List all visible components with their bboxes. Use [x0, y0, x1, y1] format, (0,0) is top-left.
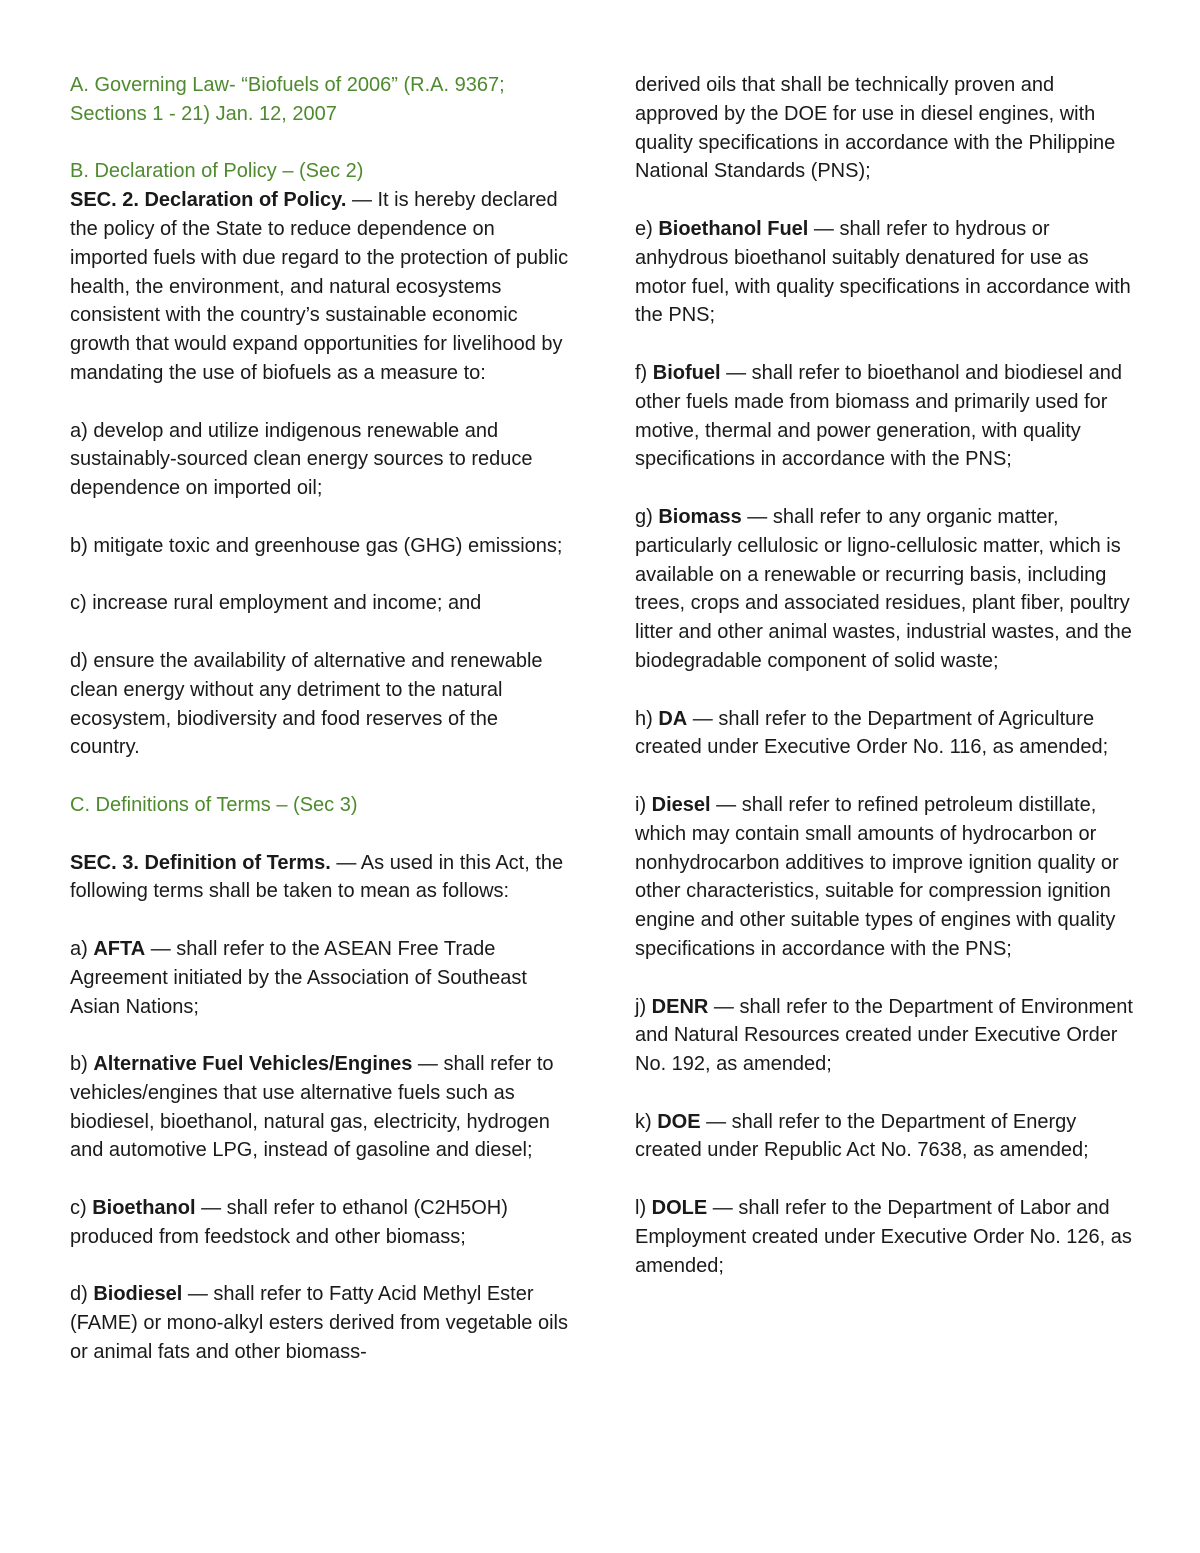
definition-biodiesel-continued: derived oils that shall be technically proven and approved by the DOE for use in diesel engines, with quality specifications in accordance with the Philippine National Standards (PNS);: [635, 74, 1116, 183]
definition-da: [635, 705, 1135, 763]
definition-prefix: j): [635, 995, 652, 1018]
definition-prefix: e): [635, 217, 659, 240]
definition-term: Biomass: [658, 505, 742, 528]
definition-term: Bioethanol: [92, 1197, 196, 1220]
sec3-label: SEC. 3. Definition of Terms.: [70, 851, 331, 874]
definition-text: — shall refer to bioethanol and biodiesel and other fuels made from biomass and primarily used for motive, thermal and power generation, with quality specifications in accordance with the PNS;: [635, 361, 1122, 471]
definition-prefix: i): [635, 793, 652, 816]
heading-declaration-of-policy: B. Declaration of Policy – (Sec 2): [70, 160, 364, 183]
definition-prefix: d): [70, 1283, 94, 1306]
definition-term: Alternative Fuel Vehicles/Engines: [93, 1053, 413, 1076]
definition-text: — shall refer to any organic matter, particularly cellulosic or ligno-cellulosic matter, which is available on a renewable or recurring basis, including trees, crops and associated residues, plant fiber, poultry litter and other animal wastes, industrial wastes, and the biodegradable component of solid waste;: [635, 505, 1132, 672]
definition-biofuel: [635, 359, 1135, 474]
definition-text: — shall refer to hydrous or anhydrous bioethanol suitably denatured for use as motor fuel, with quality specifications in accordance with the PNS;: [635, 217, 1131, 327]
definition-term: AFTA: [93, 937, 146, 960]
definition-term: DOE: [657, 1110, 701, 1133]
policy-item-a: a) develop and utilize indigenous renewable and sustainably-sourced clean energy sources to reduce dependence on imported oil;: [70, 419, 533, 500]
definition-bioethanol-fuel: [635, 215, 1135, 330]
definition-text: — shall refer to the Department of Labor and Employment created under Executive Order No. 126, as amended;: [635, 1197, 1132, 1277]
definition-diesel: [635, 791, 1135, 964]
definition-text: — shall refer to refined petroleum distillate, which may contain small amounts of hydrocarbon or nonhydrocarbon additives to improve ignition quality or other characteristics, suitable for compression ignition engine and other suitable types of engines with quality specifications in accordance with the PNS;: [635, 793, 1119, 960]
policy-item-c: c) increase rural employment and income; and: [70, 592, 482, 615]
definition-bioethanol: [70, 1194, 570, 1252]
heading-definitions: C. Definitions of Terms – (Sec 3): [70, 793, 358, 816]
policy-item-d: d) ensure the availability of alternative and renewable clean energy without any detriment to the natural ecosystem, biodiversity and food reserves of the country.: [70, 649, 543, 759]
sec2-text: — It is hereby declared the policy of the State to reduce dependence on imported fuels with due regard to the protection of public health, the environment, and natural ecosystems consistent with the country’s sustainable economic growth that would expand opportunities for livelihood by mandating the use of biofuels as a measure to:: [70, 189, 569, 384]
definition-term: DA: [658, 707, 688, 730]
definition-text: — shall refer to vehicles/engines that use alternative fuels such as biodiesel, bioethanol, natural gas, electricity, hydrogen and automotive LPG, instead of gasoline and diesel;: [70, 1053, 554, 1162]
definition-prefix: h): [635, 707, 659, 730]
sec3-paragraph: [70, 849, 570, 907]
sec3-text: — As used in this Act, the following terms shall be taken to mean as follows:: [70, 851, 564, 903]
definition-term: DENR: [651, 995, 709, 1018]
definition-alternative-fuel-vehicles: [70, 1050, 570, 1165]
policy-item-b: b) mitigate toxic and greenhouse gas (GHG) emissions;: [70, 534, 563, 557]
definition-prefix: c): [70, 1197, 93, 1220]
sec2-label: SEC. 2. Declaration of Policy.: [70, 189, 347, 212]
definition-text: — shall refer to the Department of Energy created under Republic Act No. 7638, as amended;: [635, 1110, 1089, 1162]
definition-term: Biodiesel: [93, 1283, 183, 1306]
definition-term: DOLE: [651, 1197, 708, 1220]
definition-prefix: k): [635, 1110, 658, 1133]
definition-biodiesel: [70, 1280, 570, 1366]
definition-prefix: a): [70, 937, 94, 960]
definition-term: Bioethanol Fuel: [658, 217, 809, 240]
definition-dole: [635, 1194, 1135, 1280]
right-column: [635, 71, 1135, 1280]
definition-biomass: [635, 503, 1135, 676]
heading-governing-law: A. Governing Law- “Biofuels of 2006” (R.A. 9367; Sections 1 - 21) Jan. 12, 2007: [70, 74, 505, 125]
definition-prefix: f): [635, 361, 653, 384]
definition-text: — shall refer to Fatty Acid Methyl Ester (FAME) or mono-alkyl esters derived from vegetable oils or animal fats and other biomass-: [70, 1283, 568, 1364]
definition-term: Diesel: [651, 793, 711, 816]
definition-text: — shall refer to the Department of Environment and Natural Resources created under Executive Order No. 192, as amended;: [635, 995, 1133, 1076]
definition-doe: [635, 1108, 1135, 1166]
definition-text: — shall refer to ethanol (C2H5OH) produced from feedstock and other biomass;: [70, 1197, 508, 1248]
definition-denr: [635, 993, 1135, 1079]
definition-term: Biofuel: [652, 361, 721, 384]
definition-prefix: b): [70, 1053, 94, 1076]
sec2-paragraph: [70, 186, 570, 388]
definition-text: — shall refer to the Department of Agriculture created under Executive Order No. 116, as amended;: [635, 707, 1109, 759]
left-column: [70, 71, 570, 1367]
definition-prefix: l): [635, 1197, 652, 1220]
definition-text: — shall refer to the ASEAN Free Trade Agreement initiated by the Association of Southeast Asian Nations;: [70, 937, 527, 1018]
definition-prefix: g): [635, 505, 659, 528]
definition-afta: [70, 935, 570, 1021]
